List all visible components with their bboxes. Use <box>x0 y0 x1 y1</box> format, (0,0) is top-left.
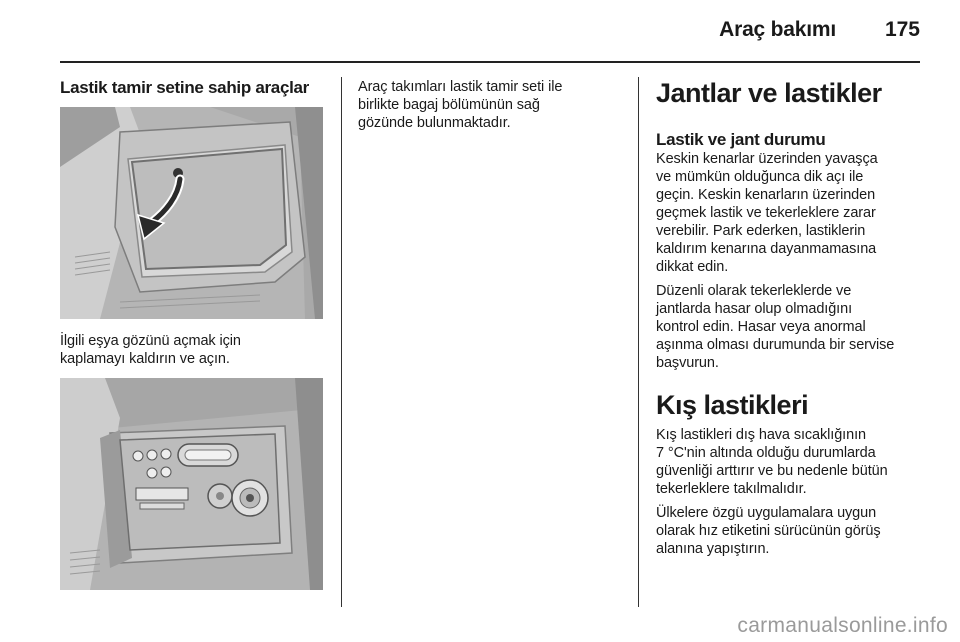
body-line: jantlarda hasar olup olmadığını <box>656 301 852 317</box>
body-line: kaldırım kenarına dayanmamasına <box>656 241 877 257</box>
header-divider <box>60 61 920 63</box>
body-line: kontrol edin. Hasar veya anormal <box>656 319 866 335</box>
paragraph <box>656 504 926 558</box>
main-heading-rims-tires: Jantlar ve lastikler <box>656 78 882 108</box>
paragraph <box>656 150 926 276</box>
body-line: Kış lastikleri dış hava sıcaklığının <box>656 427 866 443</box>
body-line: olarak hız etiketini sürücünün görüş <box>656 523 881 539</box>
caption-line: kaplamayı kaldırın ve açın. <box>60 351 230 367</box>
page-number: 175 <box>884 18 920 41</box>
body-line: alanına yapıştırın. <box>656 541 770 557</box>
body-line: güvenliği arttırır ve bu nedenle bütün <box>656 463 888 479</box>
heading-winter-tires: Kış lastikleri <box>656 390 809 420</box>
body-line: 7 °C'nin altında olduğu durumlarda <box>656 445 876 461</box>
body-line: Keskin kenarlar üzerinden yavaşça <box>656 151 878 167</box>
column-middle <box>358 78 628 132</box>
body-line: geçmek lastik ve tekerleklere zarar <box>656 205 876 221</box>
figure-caption <box>60 332 330 368</box>
column-right <box>656 78 926 558</box>
trunk-cover-drawing <box>60 107 323 319</box>
body-line: ve mümkün olduğunca dik açı ile <box>656 169 864 185</box>
body-line: Düzenli olarak tekerleklerde ve <box>656 283 852 299</box>
body-line: dikkat edin. <box>656 259 729 275</box>
paragraph <box>656 426 926 498</box>
body-line: gözünde bulunmaktadır. <box>358 115 511 131</box>
caption-line: İlgili eşya gözünü açmak için <box>60 333 241 349</box>
body-line: Araç takımları lastik tamir seti ile <box>358 79 563 95</box>
body-line: verebilir. Park ederken, lastiklerin <box>656 223 866 239</box>
figure-trunk-cover-illustration <box>60 107 323 319</box>
footer-watermark: carmanualsonline.info <box>737 614 948 637</box>
repair-kit-drawing <box>60 378 323 590</box>
chapter-title: Araç bakımı <box>719 18 836 41</box>
column-divider-2 <box>638 77 639 607</box>
paragraph <box>656 282 926 372</box>
body-line: başvurun. <box>656 355 719 371</box>
body-line: tekerleklere takılmalıdır. <box>656 481 807 497</box>
page-header <box>0 18 960 48</box>
column-divider-1 <box>341 77 342 607</box>
body-line: birlikte bagaj bölümünün sağ <box>358 97 540 113</box>
subheading-tire-condition: Lastik ve jant durumu <box>656 130 826 149</box>
figure-repair-kit-compartment <box>60 378 323 590</box>
body-line: aşınma olması durumunda bir servise <box>656 337 895 353</box>
section-heading-repair-kit: Lastik tamir setine sahip araçlar <box>60 78 310 97</box>
body-line: Ülkelere özgü uygulamalara uygun <box>656 505 877 521</box>
body-line: geçin. Keskin kenarların üzerinden <box>656 187 876 203</box>
column-left <box>60 78 330 98</box>
